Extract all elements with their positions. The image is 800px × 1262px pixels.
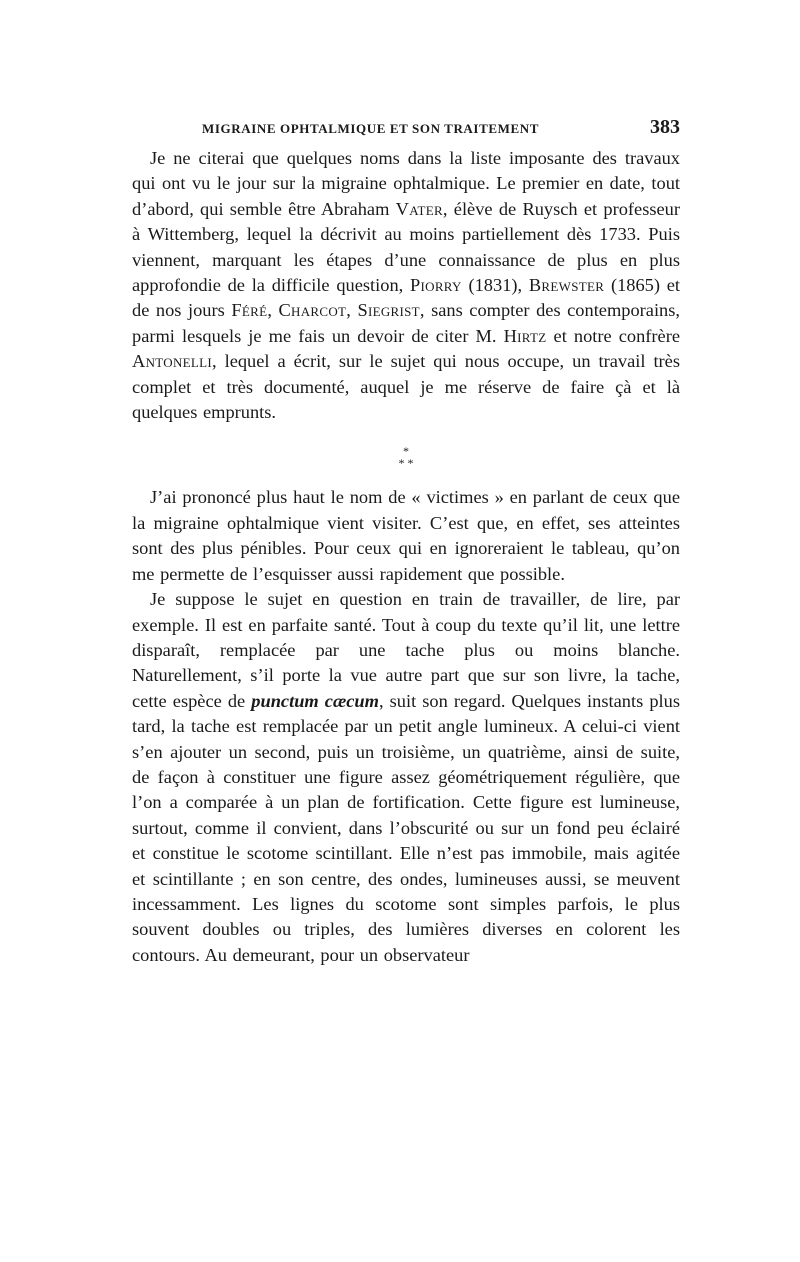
para1-text: , lequel a écrit, sur le sujet qui nous occupe, un travail très complet et très documenté, auquel je me réserve de faire çà et là quelques emprunts. [132, 351, 680, 423]
author-name: Antonelli [132, 351, 213, 372]
para1-text: , élève de Ruysch et professeur à Wittemberg, lequel la décrivit au moins partiellement dès 1733. Puis viennent, marquant les étapes d’une connaissance de plus en plus approfondie de la difficile question, [132, 198, 680, 296]
asterism-top: * [403, 444, 409, 459]
paragraph-2: J’ai prononcé plus haut le nom de « victimes » en parlant de ceux que la migraine ophtalmique vient visiter. C’est que, en effet, ses atteintes sont des plus pénibles. Pour ceux qui en ignoreraient le tableau, qu’on me permette de l’esquisser aussi rapidement que possible. [132, 487, 680, 584]
para1-text: , [267, 300, 279, 321]
paragraph-1 [132, 146, 680, 425]
running-title: MIGRAINE OPHTALMIQUE ET SON TRAITEMENT [202, 121, 540, 136]
para1-text: Je ne citerai que quelques noms dans la liste imposante des travaux qui ont vu le jour sur la migraine ophtalmique. Le premier en date, tout d’abord, qui semble être Abraham [132, 148, 680, 219]
book-page [132, 116, 680, 968]
author-name: Charcot [278, 300, 347, 321]
author-name: Piorry [409, 275, 462, 296]
latin-term: punctum cæcum [251, 690, 379, 711]
section-asterism [132, 445, 680, 469]
asterism-bottom: * * [398, 456, 414, 471]
page-header [202, 116, 680, 144]
para1-text: , [346, 300, 358, 321]
para1-text: (1831), [461, 275, 529, 296]
page-number: 383 [650, 116, 680, 138]
author-name: Féré [231, 300, 268, 321]
author-name: Vater [395, 198, 443, 219]
paragraph-3 [132, 587, 680, 968]
author-name: Brewster [528, 275, 605, 296]
author-name: Hirtz [503, 325, 547, 346]
author-name: Siegrist [357, 300, 420, 321]
para1-text: (1865) et de nos jours [132, 275, 680, 321]
para3-text: Je suppose le sujet en question en train de travailler, de lire, par exemple. Il est en parfaite santé. Tout à coup du texte qu’il lit, une lettre disparaît, remplacée par une tache plus ou moins blanche. Naturellement, s’il porte la vue autre part que sur son livre, la tache, cette espèce de [132, 589, 680, 711]
para1-text: et notre confrère [546, 325, 680, 346]
para1-text: , sans compter des contemporains, parmi lesquels je me fais un devoir de citer M. [132, 300, 681, 346]
para3-text: , suit son regard. Quelques instants plus tard, la tache est remplacée par un petit angle lumineux. A celui-ci vient s’en ajouter un second, puis un troisième, un quatrième, ainsi de suite, de façon à constituer une figure assez géométriquement régulière, que l’on a comparée à un plan de fortification. Cette figure est lumineuse, surtout, comme il convient, dans l’obscurité ou sur un fond peu éclairé et constitue le scotome scintillant. Elle n’est pas immobile, mais agitée et scintillante ; en son centre, des ondes, lumineuses aussi, se meuvent incessamment. Les lignes du scotome sont simples parfois, le plus souvent doubles ou triples, des lumières diverses en colorent les contours. Au demeurant, pour un observateur [132, 690, 680, 965]
